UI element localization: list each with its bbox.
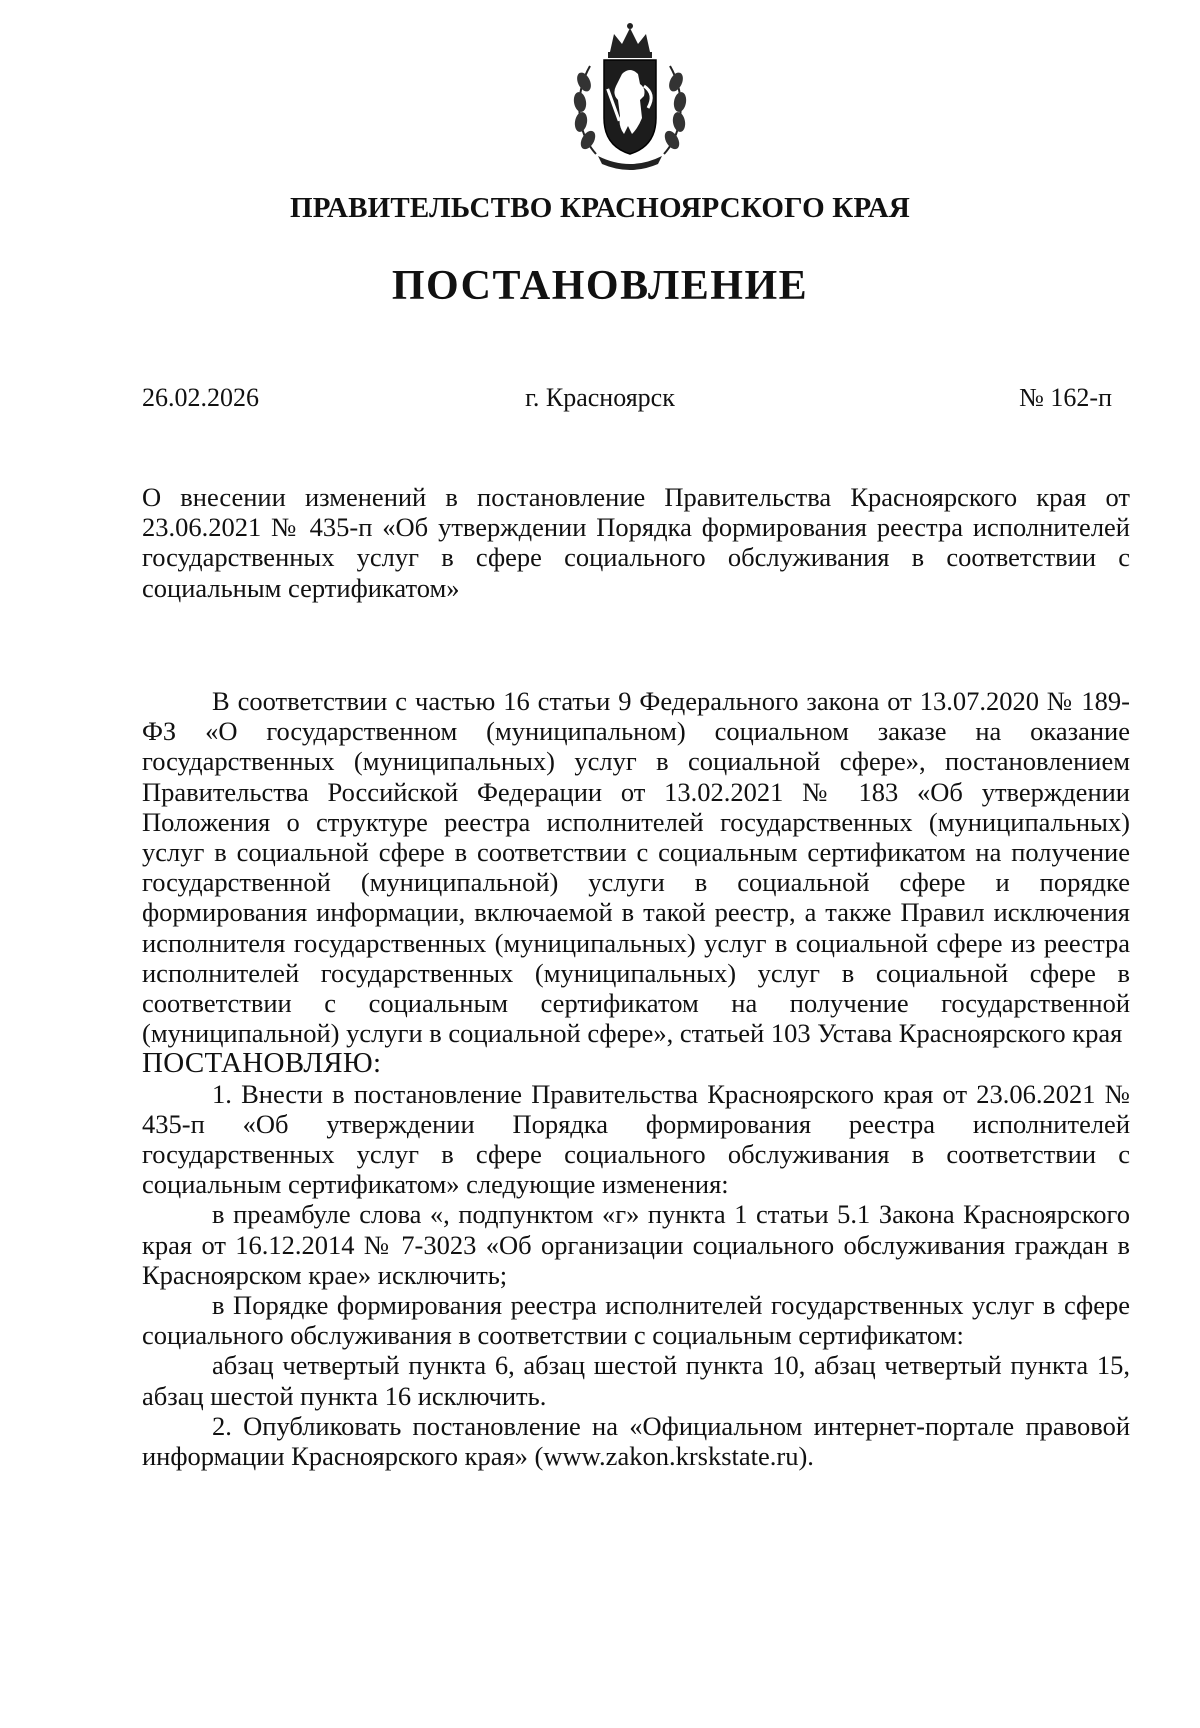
document-date: 26.02.2026: [142, 383, 259, 412]
item-1-procedure-change: в Порядке формирования реестра исполнителей государственных услуг в сфере социального обслуживания в соответствии с социальным сертификатом:: [142, 1290, 1130, 1351]
organization-name: ПРАВИТЕЛЬСТВО КРАСНОЯРСКОГО КРАЯ: [289, 192, 911, 224]
document-type-title: ПОСТАНОВЛЕНИЕ: [391, 263, 809, 309]
decree-word: ПОСТАНОВЛЯЮ:: [142, 1047, 382, 1080]
preamble-paragraph: В соответствии с частью 16 статьи 9 Федерального закона от 13.07.2020 № 189-ФЗ «О государственном (муниципальном) социальном заказе на оказание государственных (муниципальных) услуг в социальной сфере», постановлением Правительства Российской Федерации от 13.02.2021 № 183 «Об утверждении Положения о структуре реестра исполнителей государственных (муниципальных) услуг в социальной сфере в соответствии с социальным сертификатом на получение государственной (муниципальной) услуги в социальной сфере и порядке формирования информации, включаемой в такой реестр, а также Правил исключения исполнителя государственных (муниципальных) услуг в социальной сфере из реестра исполнителей государственных (муниципальных) услуг в социальной сфере в соответствии с социальным сертификатом на получение государственной (муниципальной) услуги в социальной сфере», статьей 103 Устава Красноярского края: [142, 686, 1130, 1049]
document-city: г. Красноярск: [525, 383, 675, 412]
document-body: [142, 686, 1130, 1471]
item-2-paragraph: 2. Опубликовать постановление на «Официальном интернет-портале правовой информации Красноярского края» (www.zakon.krskstate.ru).: [142, 1410, 1130, 1472]
item-1-excluded-paragraphs: абзац четвертый пункта 6, абзац шестой пункта 10, абзац четвертый пункта 15, абзац шестой пункта 16 исключить.: [142, 1350, 1130, 1411]
item-1-preamble-change: в преамбуле слова «, подпунктом «г» пункта 1 статьи 5.1 Закона Красноярского края от 16.12.2014 № 7-3023 «Об организации социального обслуживания граждан в Красноярском крае» исключить;: [142, 1199, 1130, 1290]
document-subject: О внесении изменений в постановление Правительства Красноярского края от 23.06.2021 № 435-п «Об утверждении Порядка формирования реестра исполнителей государственных услуг в сфере социального обслуживания в соответствии с социальным сертификатом»: [142, 482, 1130, 603]
krasnoyarsk-coat-of-arms-icon: [568, 22, 692, 172]
document-number: № 162-п: [1019, 383, 1112, 412]
item-1-paragraph: 1. Внести в постановление Правительства Красноярского края от 23.06.2021 № 435-п «Об утверждении Порядка формирования реестра исполнителей государственных услуг в сфере социального обслуживания в соответствии с социальным сертификатом» следующие изменения:: [142, 1078, 1130, 1200]
